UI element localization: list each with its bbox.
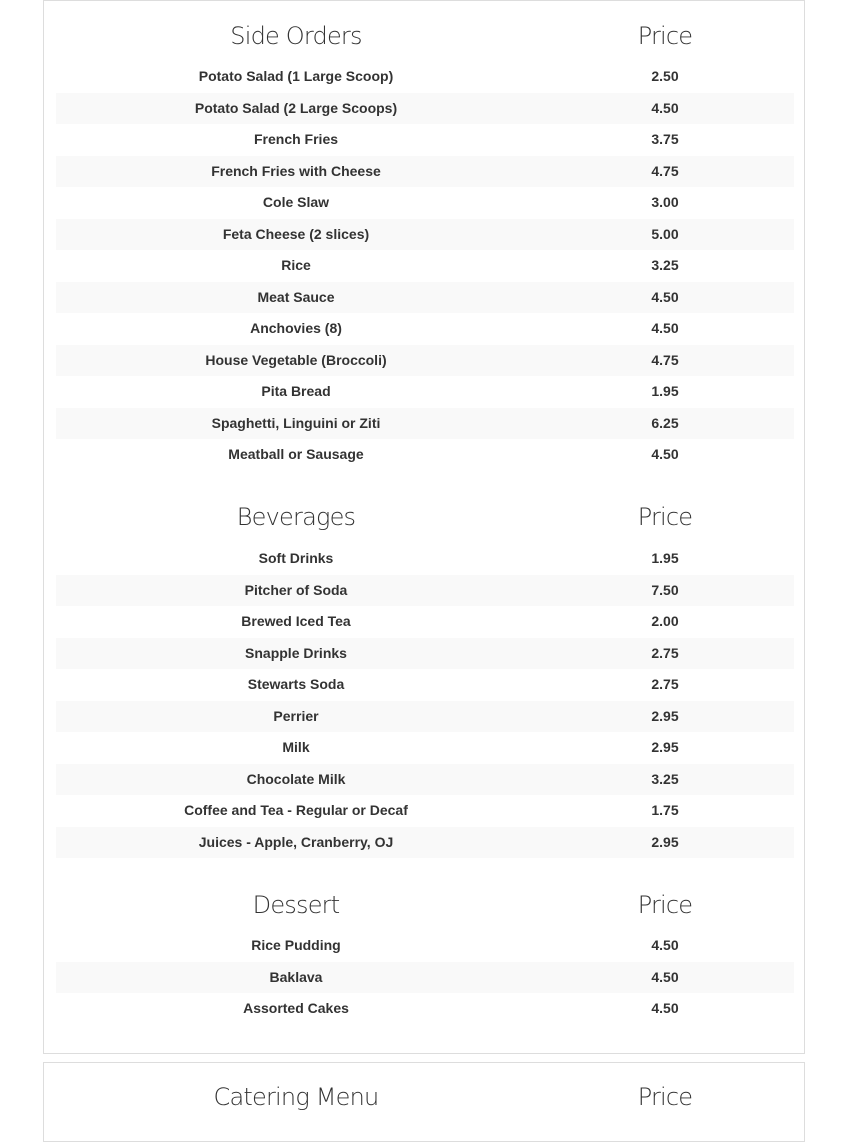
price-column-header: Price [637,1083,693,1111]
item-name: Meatball or Sausage [228,446,364,462]
item-price: 2.95 [651,833,679,850]
item-price: 2.00 [651,613,679,629]
item-price: 1.95 [651,383,679,399]
item-name: Potato Salad (1 Large Scoop) [198,68,394,84]
item-price: 4.50 [651,288,679,305]
section-header [56,16,794,56]
item-price: 4.75 [651,351,679,368]
item-price: 2.75 [651,644,679,661]
menu-item-row [56,61,794,93]
menu-item-row [56,93,794,125]
menu-item-row [56,732,794,764]
item-price: 1.75 [651,802,679,818]
item-name: Baklava [269,968,323,985]
item-price: 2.95 [651,739,679,755]
item-price: 4.50 [651,1000,679,1016]
menu-item-row [56,124,794,156]
item-price: 4.50 [651,937,679,953]
item-name: Meat Sauce [257,288,335,305]
item-name: Coffee and Tea - Regular or Decaf [184,802,408,818]
item-price: 4.50 [651,968,679,985]
section-title: Dessert [252,891,340,919]
item-name: Assorted Cakes [243,1000,349,1016]
menu-item-row [56,250,794,282]
item-name: French Fries [253,131,339,147]
section-title: Beverages [236,503,356,531]
menu-item-row [56,575,794,607]
item-name: French Fries with Cheese [211,162,381,179]
item-price: 1.95 [651,550,679,566]
item-price: 5.00 [651,225,679,242]
item-name: Stewarts Soda [247,676,345,692]
item-name: Pita Bread [261,383,331,399]
menu-item-row [56,638,794,670]
item-name: Perrier [273,707,319,724]
section-title: Side Orders [230,22,362,50]
item-name: Anchovies (8) [250,320,342,336]
price-column-header: Price [637,503,693,531]
item-name: Rice Pudding [251,937,341,953]
menu-item-row [56,962,794,994]
menu-item-row [56,993,794,1025]
item-price: 4.75 [651,162,679,179]
section-header [56,885,794,925]
menu-item-row [56,376,794,408]
item-name: Rice [281,257,311,273]
item-price: 4.50 [651,446,679,462]
menu-panel [43,0,805,1054]
item-name: Snapple Drinks [245,644,347,661]
menu-item-row [56,156,794,188]
item-price: 4.50 [651,99,679,116]
menu-item-row [56,827,794,859]
section-header [56,497,794,537]
section-title: Catering Menu [213,1083,379,1111]
menu-item-row [56,795,794,827]
menu-item-row [56,930,794,962]
item-price: 3.25 [651,770,679,787]
menu-item-row [56,219,794,251]
menu-item-row [56,313,794,345]
item-price: 7.50 [651,581,679,598]
catering-panel [43,1062,805,1142]
item-name: Chocolate Milk [246,770,346,787]
item-price: 3.25 [651,257,679,273]
item-name: Soft Drinks [258,550,334,566]
item-price: 2.50 [651,68,679,84]
item-name: Brewed Iced Tea [241,613,351,629]
menu-item-row [56,187,794,219]
item-name: Cole Slaw [262,194,330,210]
item-name: Milk [282,739,310,755]
item-name: Potato Salad (2 Large Scoops) [194,99,398,116]
price-column-header: Price [637,891,693,919]
menu-item-row [56,606,794,638]
item-name: Feta Cheese (2 slices) [222,225,370,242]
item-name: Spaghetti, Linguini or Ziti [211,414,381,431]
item-price: 6.25 [651,414,679,431]
item-name: House Vegetable (Broccoli) [205,351,387,368]
item-price: 2.95 [651,707,679,724]
item-price: 3.00 [651,194,679,210]
menu-item-row [56,282,794,314]
item-price: 4.50 [651,320,679,336]
item-price: 3.75 [651,131,679,147]
price-column-header: Price [637,22,693,50]
menu-item-row [56,543,794,575]
menu-item-row [56,345,794,377]
menu-item-row [56,701,794,733]
menu-item-row [56,669,794,701]
menu-item-row [56,408,794,440]
item-name: Pitcher of Soda [244,581,348,598]
section-header [56,1077,794,1117]
item-price: 2.75 [651,676,679,692]
item-name: Juices - Apple, Cranberry, OJ [198,833,394,850]
menu-item-row [56,439,794,471]
menu-item-row [56,764,794,796]
